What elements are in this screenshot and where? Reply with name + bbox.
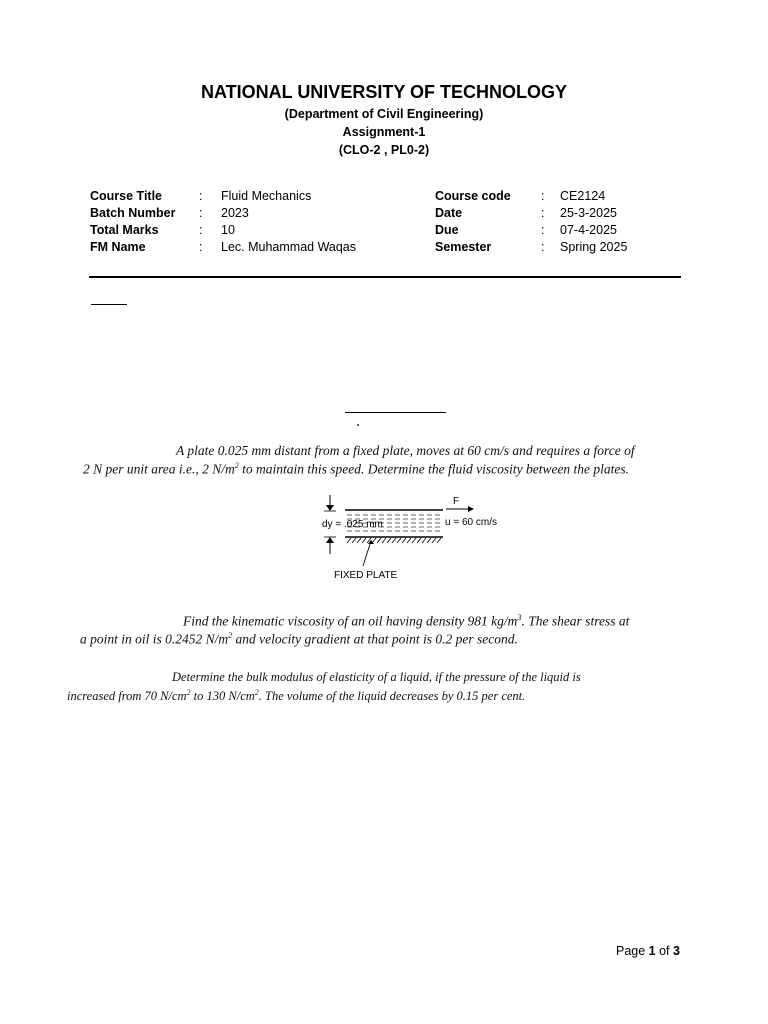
course-code-label: Course code	[435, 189, 511, 203]
dy-arrow-bottom-head	[326, 537, 334, 543]
question-2-line-1: Find the kinematic viscosity of an oil having density 981 $kg/m^3$. The shear stress at	[183, 613, 630, 629]
question-3-line-1: Determine the bulk modulus of elasticity of a liquid, if the pressure of the liquid is	[172, 670, 581, 684]
course-title-label: Course Title	[90, 189, 163, 203]
section-underline	[345, 412, 446, 413]
assignment-title: Assignment-1	[342, 125, 426, 139]
date-label: Date	[435, 206, 463, 220]
colon: :	[199, 206, 203, 220]
dot-mark	[357, 424, 359, 426]
colon: :	[541, 206, 545, 220]
fixed-plate-pointer	[363, 544, 370, 566]
colon: :	[199, 240, 203, 254]
question-2-line-2: a point in oil is 0.2452 $N/m^2$ and velocity gradient at that point is 0.2 per second.	[80, 631, 518, 647]
total-marks-value: 10	[221, 223, 235, 237]
department-subtitle: (Department of Civil Engineering)	[284, 107, 484, 121]
force-label: F	[453, 496, 460, 507]
force-arrow-head	[468, 506, 474, 512]
colon: :	[541, 189, 545, 203]
page-number: Page 1 of 3	[616, 944, 680, 958]
question-1-line-1: A plate 0.025 mm distant from a fixed plate, moves at 60 cm/s and requires a force of	[176, 443, 635, 458]
fm-name-label: FM Name	[90, 240, 146, 254]
dy-label: dy = .025 mm	[322, 519, 383, 530]
course-title-value: Fluid Mechanics	[221, 189, 312, 203]
fm-name-value: Lec. Muhammad Waqas	[221, 240, 357, 254]
due-value: 07-4-2025	[560, 223, 617, 237]
university-title: NATIONAL UNIVERSITY OF TECHNOLOGY	[200, 82, 568, 102]
course-code-value: CE2124	[560, 189, 606, 203]
colon: :	[199, 189, 203, 203]
fixed-plate-label: FIXED PLATE	[334, 570, 398, 581]
batch-number-label: Batch Number	[90, 206, 176, 220]
question-1-line-2: 2 N per unit area i.e., 2 $N/m^2$ to maintain this speed. Determine the fluid viscosity between the plates.	[83, 461, 630, 477]
colon: :	[541, 223, 545, 237]
velocity-label: u = 60 cm/s	[445, 517, 497, 528]
semester-value: Spring 2025	[560, 240, 628, 254]
question-3-line-2: increased from 70 $N/cm^2$ to 130 $N/cm^2$. The volume of the liquid decreases by 0.15 per cent.	[67, 688, 526, 704]
fixed-plate-hatching	[347, 538, 441, 543]
colon: :	[541, 240, 545, 254]
colon: :	[199, 223, 203, 237]
plate-diagram	[318, 492, 518, 587]
dy-arrow-top-head	[326, 505, 334, 511]
date-value: 25-3-2025	[560, 206, 617, 220]
batch-number-value: 2023	[221, 206, 249, 220]
short-underline	[91, 304, 127, 305]
header-divider	[89, 276, 681, 278]
total-marks-label: Total Marks	[90, 223, 159, 237]
clo-plo-label: (CLO-2 , PL0-2)	[338, 143, 430, 157]
due-label: Due	[435, 223, 459, 237]
semester-label: Semester	[435, 240, 492, 254]
